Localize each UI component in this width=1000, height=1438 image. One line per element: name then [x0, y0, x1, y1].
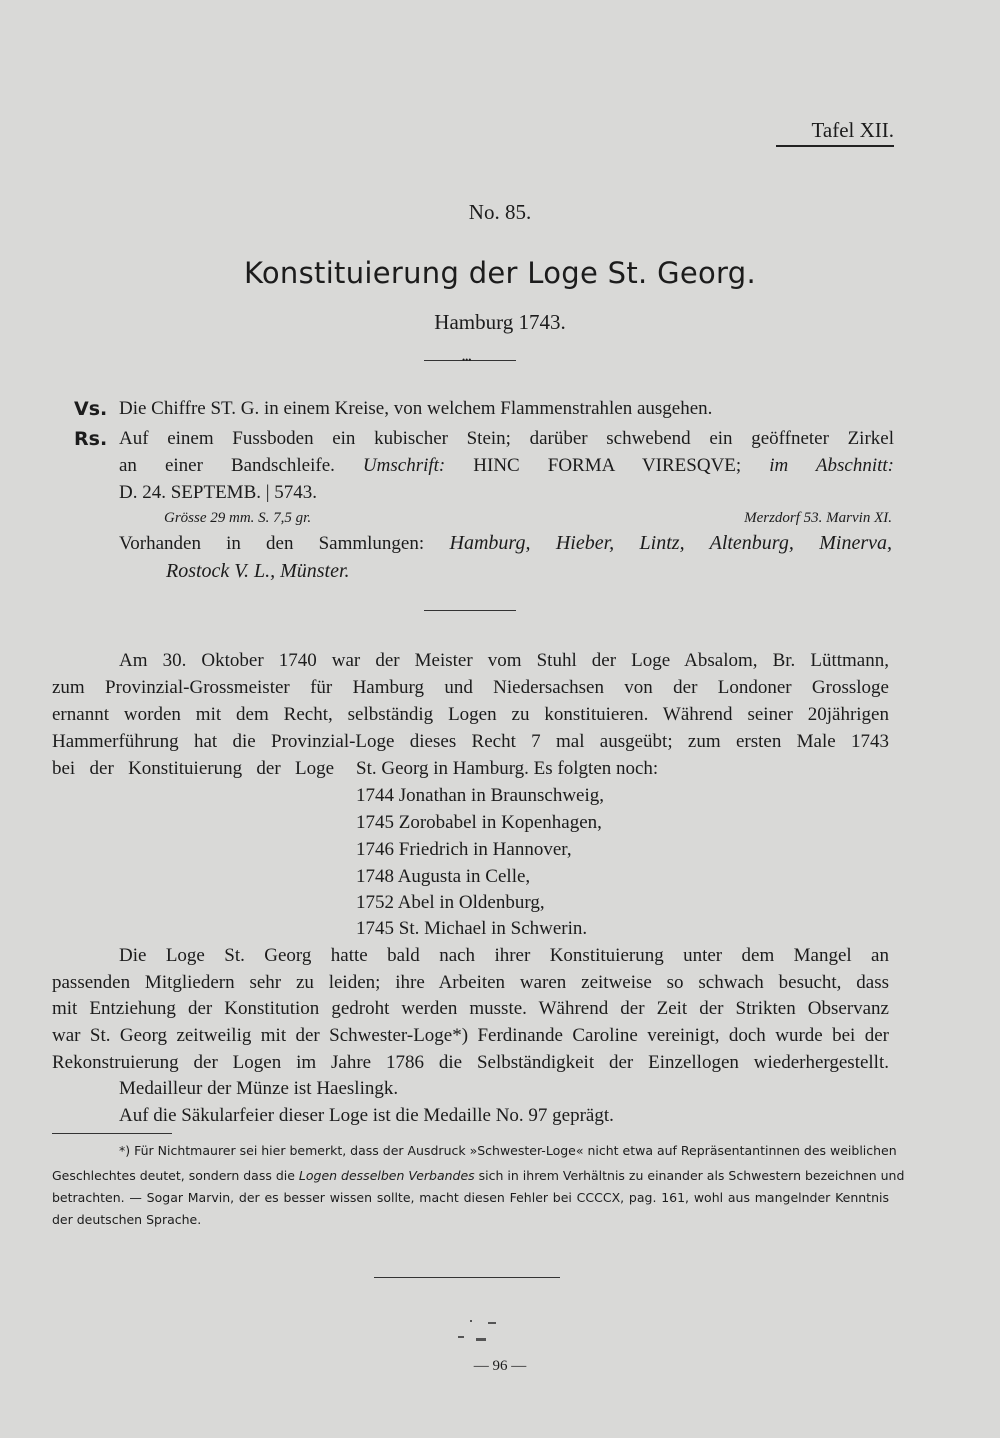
paragraph-1-line-2: zum Provinzial-Grossmeister für Hamburg und Niedersachsen von der Londoner Grossloge [52, 677, 889, 698]
entry-place-year: Hamburg 1743. [434, 310, 566, 334]
paragraph-2-line-2: passenden Mitgliedern sehr zu leiden; ihre Arbeiten waren zeitweise so schwach besucht, dass [52, 972, 889, 993]
legend-text: HINC FORMA VIRESQVE; [473, 455, 742, 476]
ornament-dots-icon: ••• [462, 355, 472, 365]
paragraph-2-line-3: mit Entziehung der Konstitution gedroht werden musste. Während der Zeit der Strikten Observanz [52, 998, 889, 1019]
collections-line-1 [119, 532, 892, 555]
paragraph-2-line-1: Die Loge St. Georg hatte bald nach ihrer Konstituierung unter dem Mangel an [119, 945, 889, 966]
page-number: — 96 — [473, 1358, 527, 1374]
footnote-text-2c: sich in ihrem Verhältnis zu einander als Schwestern bezeichnen und [478, 1168, 905, 1183]
reverse-description-end: an einer Bandschleife. [119, 455, 335, 476]
reverse-text-line-1: Auf einem Fussboden ein kubischer Stein; darüber schwebend ein geöffneter Zirkel [119, 428, 894, 449]
collections-line-2: Rostock V. L., Münster. [166, 560, 350, 582]
bottom-rule [374, 1277, 560, 1278]
reverse-text-line-2 [119, 455, 894, 477]
size-weight: Grösse 29 mm. S. 7,5 gr. [164, 510, 312, 526]
footnote-rule [52, 1133, 172, 1134]
plate-label: Tafel XII. [776, 118, 894, 147]
footnote-marker: *) [119, 1143, 131, 1158]
footnote-line-2 [52, 1168, 905, 1183]
ink-speck [458, 1336, 464, 1338]
paragraph-1-line-3: ernannt worden mit dem Recht, selbständig Logen zu konstituieren. Während seiner 20jährigen [52, 704, 889, 725]
paragraph-1-line-4: Hammerführung hat die Provinzial-Loge dieses Recht 7 mal ausgeübt; zum ersten Male 1743 [52, 731, 889, 752]
reverse-label: Rs. [74, 428, 108, 450]
lodge-list-item: 1752 Abel in Oldenburg, [356, 892, 545, 913]
section-divider [424, 610, 516, 611]
lodge-list-item: 1748 Augusta in Celle, [356, 866, 531, 887]
paragraph-4: Auf die Säkularfeier dieser Loge ist die Medaille No. 97 geprägt. [119, 1105, 614, 1126]
exergue-text: D. 24. SEPTEMB. | 5743. [119, 482, 318, 503]
entry-number: No. 85. [468, 200, 532, 224]
lodge-list-item: 1745 Zorobabel in Kopenhagen, [356, 812, 602, 833]
collections-label: Vorhanden in den Sammlungen: [119, 533, 425, 554]
paragraph-2-line-5: Rekonstruierung der Logen im Jahre 1786 die Selbständigkeit der Einzellogen wiederhergestellt. [52, 1052, 889, 1073]
footnote-text-2b: Logen desselben Verbandes [298, 1168, 475, 1183]
obverse-text: Die Chiffre ST. G. in einem Kreise, von welchem Flammenstrahlen ausgehen. [119, 398, 713, 419]
collections-list: Hamburg, Hieber, Lintz, Altenburg, Minerva, [449, 532, 892, 554]
footnote-line-3: betrachten. — Sogar Marvin, der es besser wissen sollte, macht diesen Fehler bei CCCCX, pag. 161, wohl aus mangelnder Kenntnis [52, 1190, 889, 1205]
obverse-label: Vs. [74, 398, 108, 420]
lodge-list-item: 1745 St. Michael in Schwerin. [356, 918, 588, 939]
paragraph-1-tail: St. Georg in Hamburg. Es folgten noch: [356, 758, 659, 779]
footnote-line-4: der deutschen Sprache. [52, 1212, 202, 1227]
catalog-references: Merzdorf 53. Marvin XI. [744, 510, 892, 526]
ink-speck [470, 1320, 472, 1322]
ink-speck [488, 1322, 496, 1324]
lodge-list-item: 1744 Jonathan in Braunschweig, [356, 785, 605, 806]
paragraph-1-line-1: Am 30. Oktober 1740 war der Meister vom Stuhl der Loge Absalom, Br. Lüttmann, [119, 650, 889, 671]
paragraph-1-line-5: bei der Konstituierung der Loge [52, 758, 334, 779]
footnote-text-1: Für Nichtmaurer sei hier bemerkt, dass der Ausdruck »Schwester-Loge« nicht etwa auf Repräsentantinnen des weiblichen [134, 1143, 897, 1158]
lodge-list-item: 1746 Friedrich in Hannover, [356, 839, 572, 860]
paragraph-2-line-4: war St. Georg zeitweilig mit der Schwester-Loge*) Ferdinande Caroline vereinigt, doch wurde bei der [52, 1025, 889, 1046]
ink-speck [476, 1338, 486, 1341]
paragraph-3: Medailleur der Münze ist Haeslingk. [119, 1078, 399, 1099]
exergue-label: im Abschnitt: [769, 455, 894, 476]
footnote-line-1 [119, 1143, 897, 1158]
footnote-text-2a: Geschlechtes deutet, sondern dass die [52, 1168, 295, 1183]
legend-label: Umschrift: [362, 455, 446, 476]
entry-title: Konstituierung der Loge St. Georg. [244, 256, 756, 290]
